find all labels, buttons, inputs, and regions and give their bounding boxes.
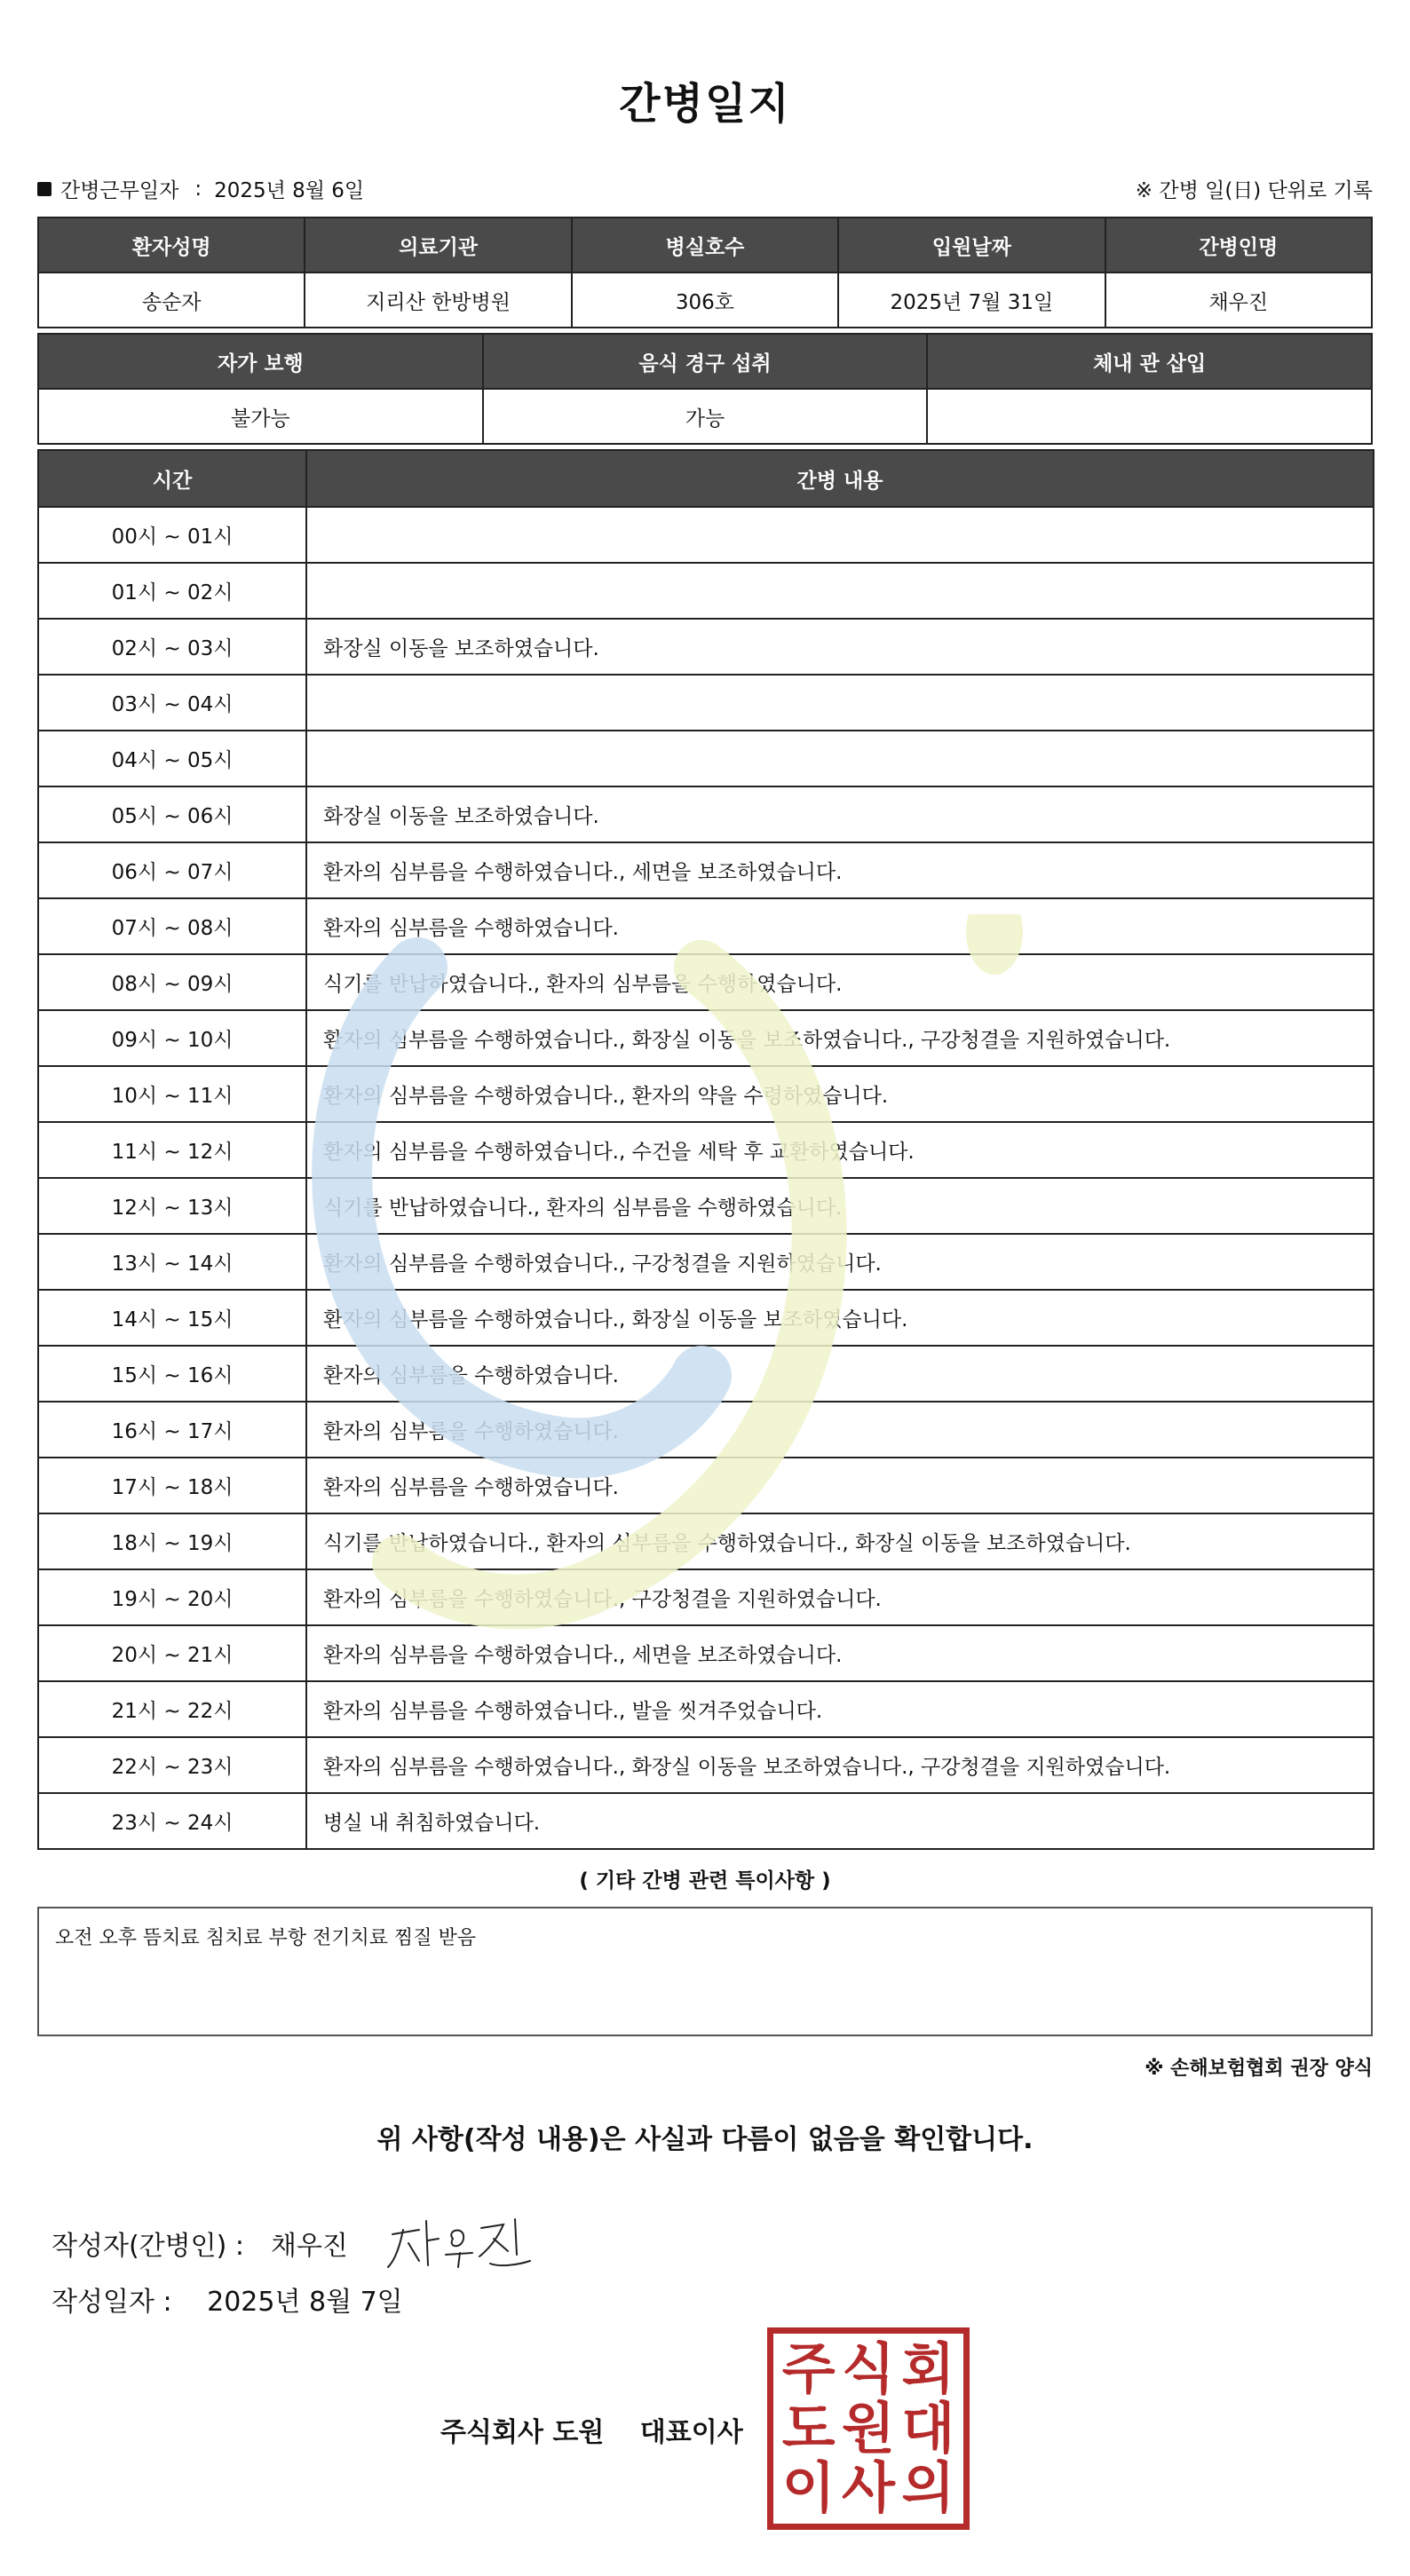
notes-text: 오전 오후 뜸치료 침치료 부항 전기치료 찜질 받음 (55, 1927, 476, 1949)
patient-info-table (37, 217, 1373, 328)
header-caregiver-name: 간병인명 (1105, 217, 1372, 273)
care-log-time: 08시 ~ 09시 (38, 954, 306, 1010)
seal-char: 대 (901, 2395, 955, 2461)
care-log-time: 06시 ~ 07시 (38, 842, 306, 898)
admission-date: 2025년 7월 31일 (838, 273, 1105, 328)
care-log-time: 16시 ~ 17시 (38, 1402, 306, 1458)
care-log-time: 14시 ~ 15시 (38, 1290, 306, 1346)
care-log-row (38, 1234, 1374, 1290)
care-log-content: 환자의 심부름을 수행하였습니다., 발을 씻겨주었습니다. (306, 1681, 1374, 1737)
care-log-row (38, 1178, 1374, 1234)
self-walking-value: 불가능 (38, 389, 483, 444)
header-oral-intake: 음식 경구 섭취 (483, 334, 928, 389)
work-date-label: 간병근무일자 (60, 179, 179, 202)
care-log-content (306, 731, 1374, 786)
care-log-row (38, 675, 1374, 731)
care-log-content: 환자의 심부름을 수행하였습니다., 세면을 보조하였습니다. (306, 1625, 1374, 1681)
care-log-row (38, 1737, 1374, 1793)
seal-char: 의 (901, 2455, 955, 2521)
care-log-time: 22시 ~ 23시 (38, 1737, 306, 1793)
care-log-table (37, 449, 1374, 1850)
care-log-row (38, 1402, 1374, 1458)
care-log-row (38, 842, 1374, 898)
care-log-time: 17시 ~ 18시 (38, 1458, 306, 1513)
seal-char: 이 (781, 2455, 836, 2521)
work-date-value: 2025년 8월 6일 (214, 179, 365, 202)
care-log-row (38, 1122, 1374, 1178)
patient-status-header-row (38, 334, 1372, 389)
room-number: 306호 (572, 273, 838, 328)
care-log-row (38, 507, 1374, 563)
header-tube-insertion: 체내 관 삽입 (927, 334, 1372, 389)
care-log-row (38, 1625, 1374, 1681)
writer-row (51, 2212, 535, 2274)
care-log-header-row (38, 450, 1374, 507)
care-log-row (38, 1066, 1374, 1122)
care-log-row (38, 563, 1374, 619)
work-date-row (37, 174, 364, 203)
handwritten-signature (384, 2212, 535, 2274)
care-log-content: 화장실 이동을 보조하였습니다. (306, 786, 1374, 842)
written-date-label: 작성일자 : (51, 2287, 172, 2318)
care-log-content (306, 563, 1374, 619)
care-log-row (38, 1793, 1374, 1849)
care-log-time: 09시 ~ 10시 (38, 1010, 306, 1066)
care-log-time: 15시 ~ 16시 (38, 1346, 306, 1402)
care-log-content: 환자의 심부름을 수행하였습니다., 세면을 보조하였습니다. (306, 842, 1374, 898)
confirmation-statement: 위 사항(작성 내용)은 사실과 다름이 없음을 확인합니다. (376, 2124, 1034, 2155)
care-log-time: 04시 ~ 05시 (38, 731, 306, 786)
patient-info-header-row (38, 217, 1372, 273)
care-log-row (38, 954, 1374, 1010)
document-title: 간병일지 (619, 79, 791, 129)
writer-label: 작성자(간병인) : (51, 2231, 244, 2262)
care-log-time: 05시 ~ 06시 (38, 786, 306, 842)
care-log-content (306, 675, 1374, 731)
patient-status-table (37, 333, 1373, 445)
care-log-row (38, 619, 1374, 675)
care-log-time: 18시 ~ 19시 (38, 1513, 306, 1569)
patient-status-value-row (38, 389, 1372, 444)
care-log-time: 21시 ~ 22시 (38, 1681, 306, 1737)
care-log-time: 03시 ~ 04시 (38, 675, 306, 731)
seal-char: 원 (842, 2395, 895, 2461)
care-log-content: 환자의 심부름을 수행하였습니다. (306, 1458, 1374, 1513)
caregiver-name: 채우진 (1105, 273, 1372, 328)
care-log-content: 환자의 심부름을 수행하였습니다., 환자의 약을 수령하였습니다. (306, 1066, 1374, 1122)
care-log-row (38, 1569, 1374, 1625)
care-log-time: 00시 ~ 01시 (38, 507, 306, 563)
header-hospital: 의료기관 (305, 217, 571, 273)
seal-char: 식 (842, 2335, 895, 2401)
care-log-row (38, 1010, 1374, 1066)
header-time: 시간 (38, 450, 306, 507)
care-log-time: 20시 ~ 21시 (38, 1625, 306, 1681)
care-log-content: 환자의 심부름을 수행하였습니다., 화장실 이동을 보조하였습니다., 구강청결을 지원하였습니다. (306, 1010, 1374, 1066)
seal-characters (779, 2335, 958, 2521)
hospital-name: 지리산 한방병원 (305, 273, 571, 328)
seal-char: 도 (781, 2395, 836, 2461)
work-date-separator: : (194, 177, 202, 201)
square-bullet-icon (37, 182, 51, 196)
company-role: 대표이사 (639, 2417, 743, 2448)
care-log-time: 19시 ~ 20시 (38, 1569, 306, 1625)
care-log-time: 10시 ~ 11시 (38, 1066, 306, 1122)
care-log-content: 식기를 반납하였습니다., 환자의 심부름을 수행하였습니다. (306, 1178, 1374, 1234)
care-log-time: 11시 ~ 12시 (38, 1122, 306, 1178)
care-log-content: 식기를 반납하였습니다., 환자의 심부름을 수행하였습니다., 화장실 이동을 보조하였습니다. (306, 1513, 1374, 1569)
care-log-content: 환자의 심부름을 수행하였습니다. (306, 898, 1374, 954)
care-log-content: 환자의 심부름을 수행하였습니다., 수건을 세탁 후 교환하였습니다. (306, 1122, 1374, 1178)
writer-name: 채우진 (270, 2231, 348, 2262)
care-log-row (38, 898, 1374, 954)
notes-title: ( 기타 간병 관련 특이사항 ) (579, 1869, 831, 1892)
written-date-row (51, 2280, 403, 2319)
care-log-time: 23시 ~ 24시 (38, 1793, 306, 1849)
tube-insertion-value (927, 389, 1372, 444)
header-patient-name: 환자성명 (38, 217, 305, 273)
header-care-content: 간병 내용 (306, 450, 1374, 507)
header-self-walking: 자가 보행 (38, 334, 483, 389)
header-room: 병실호수 (572, 217, 838, 273)
care-log-row (38, 1513, 1374, 1569)
care-log-row (38, 1681, 1374, 1737)
care-log-row (38, 1458, 1374, 1513)
care-log-time: 12시 ~ 13시 (38, 1178, 306, 1234)
seal-char: 회 (901, 2335, 955, 2401)
company-signature-line (440, 2410, 743, 2449)
care-log-row (38, 786, 1374, 842)
care-log-row (38, 1346, 1374, 1402)
record-unit-note: ※ 간병 일(日) 단위로 기록 (1135, 179, 1373, 202)
company-seal-stamp (767, 2327, 970, 2530)
care-log-body (38, 507, 1374, 1849)
patient-info-value-row (38, 273, 1372, 328)
oral-intake-value: 가능 (483, 389, 928, 444)
company-name: 주식회사 도원 (440, 2417, 605, 2448)
care-log-content: 화장실 이동을 보조하였습니다. (306, 619, 1374, 675)
care-log-row (38, 1290, 1374, 1346)
care-log-content: 병실 내 취침하였습니다. (306, 1793, 1374, 1849)
care-log-row (38, 731, 1374, 786)
care-log-content: 환자의 심부름을 수행하였습니다. (306, 1402, 1374, 1458)
care-log-content: 환자의 심부름을 수행하였습니다., 화장실 이동을 보조하였습니다., 구강청결을 지원하였습니다. (306, 1737, 1374, 1793)
recommend-note: ※ 손해보험협회 권장 양식 (1145, 2058, 1373, 2080)
care-log-time: 02시 ~ 03시 (38, 619, 306, 675)
seal-char: 사 (842, 2455, 895, 2521)
care-log-content (306, 507, 1374, 563)
care-log-time: 07시 ~ 08시 (38, 898, 306, 954)
care-log-content: 환자의 심부름을 수행하였습니다., 구강청결을 지원하였습니다. (306, 1569, 1374, 1625)
written-date-value: 2025년 8월 7일 (207, 2287, 403, 2318)
patient-name: 송순자 (38, 273, 305, 328)
care-log-content: 환자의 심부름을 수행하였습니다. (306, 1346, 1374, 1402)
care-log-time: 13시 ~ 14시 (38, 1234, 306, 1290)
care-log-content: 환자의 심부름을 수행하였습니다., 구강청결을 지원하였습니다. (306, 1234, 1374, 1290)
care-log-content: 환자의 심부름을 수행하였습니다., 화장실 이동을 보조하였습니다. (306, 1290, 1374, 1346)
care-log-time: 01시 ~ 02시 (38, 563, 306, 619)
seal-char: 주 (781, 2335, 836, 2401)
header-admission-date: 입원날짜 (838, 217, 1105, 273)
care-log-content: 식기를 반납하였습니다., 환자의 심부름을 수행하였습니다. (306, 954, 1374, 1010)
notes-box (37, 1907, 1373, 2036)
